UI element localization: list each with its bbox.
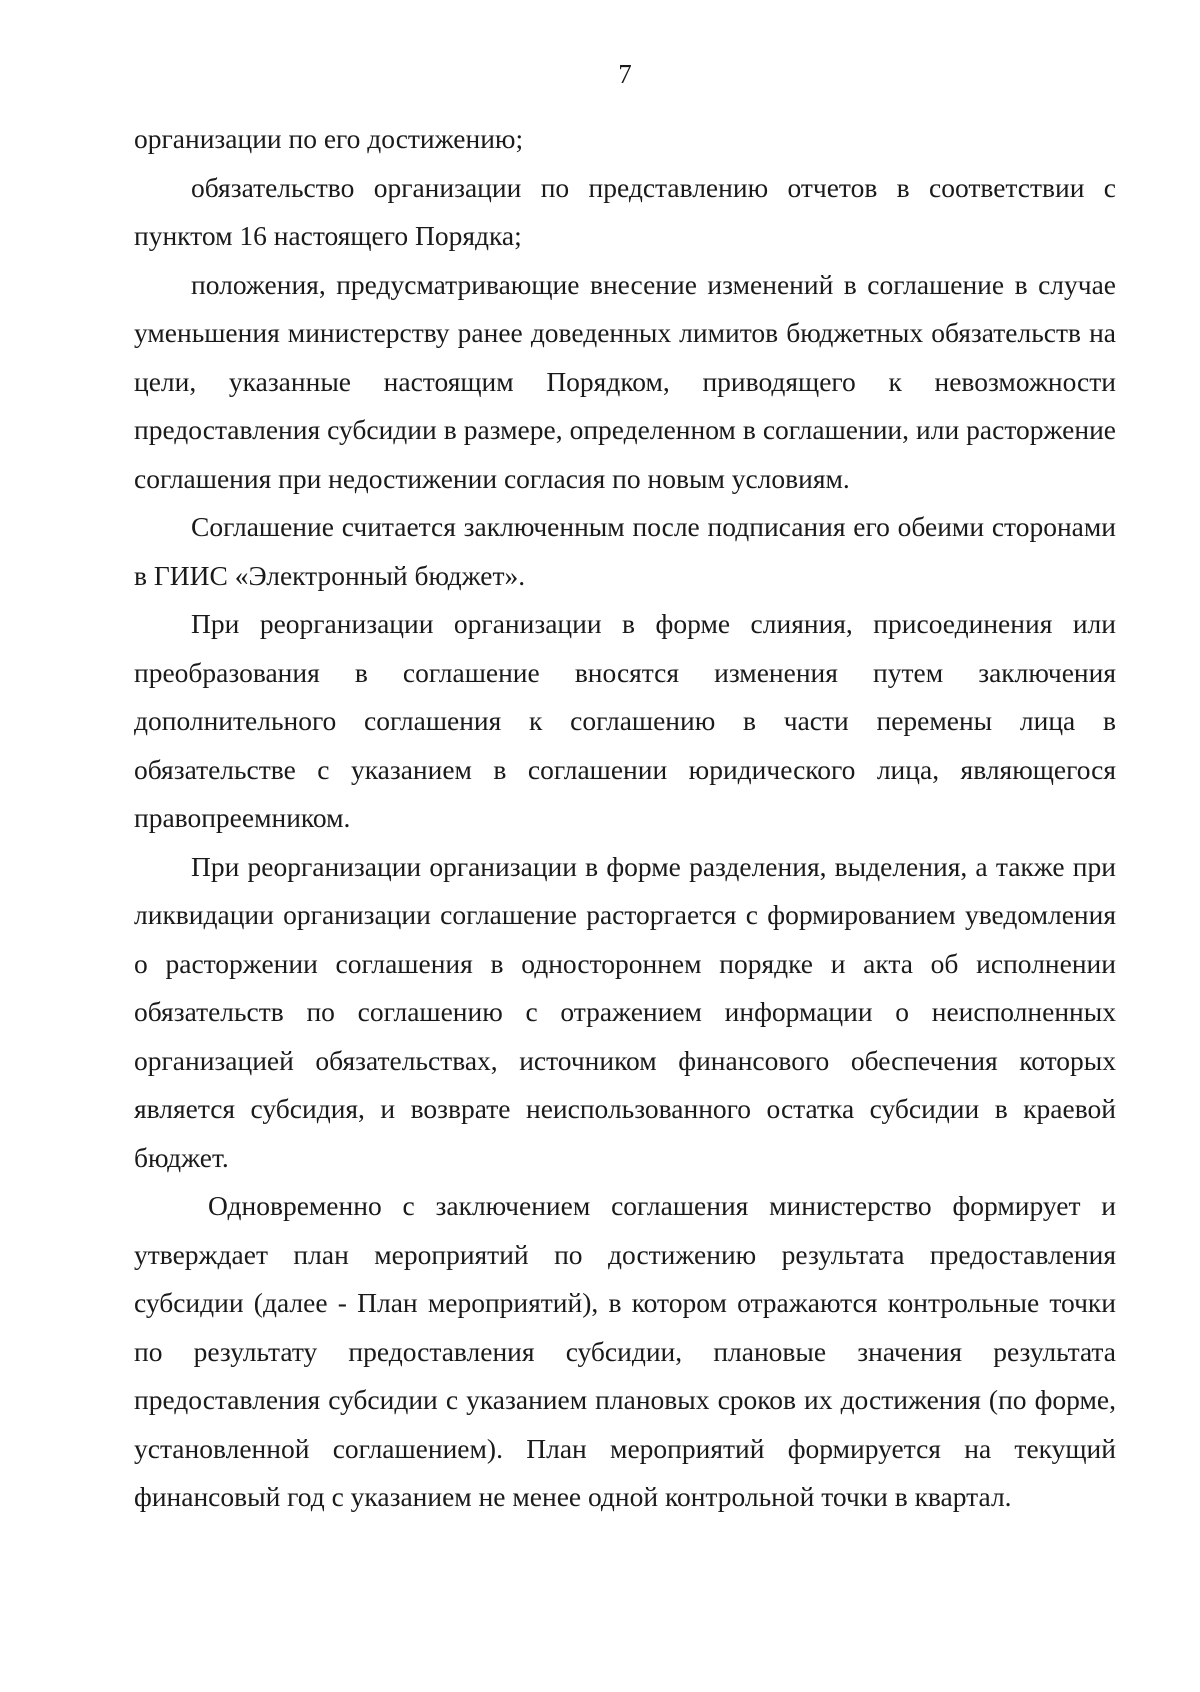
paragraph-reorganization-merger: При реорганизации организации в форме слияния, присоединения или преобразования в соглашение вносятся изменения путем заключения дополнительного соглашения к соглашению в части перемены лица в обязательстве с указанием в соглашении юридического лица, являющегося правопреемником. (134, 608, 1116, 833)
document-body (134, 115, 1116, 1522)
paragraph-continuation: организации по его достижению; (134, 123, 524, 154)
paragraph-agreement-concluded: Соглашение считается заключенным после подписания его обеими сторонами в ГИИС «Электронный бюджет». (134, 511, 1116, 591)
paragraph-reorganization-division: При реорганизации организации в форме разделения, выделения, а также при ликвидации организации соглашение расторгается с формированием уведомления о расторжении соглашения в одностороннем порядке и акта об исполнении обязательств по соглашению с отражением информации о неисполненных организацией обязательствах, источником финансового обеспечения которых является субсидия, и возврате неиспользованного остатка субсидии в краевой бюджет. (134, 850, 1116, 1173)
page-number: 7 (618, 59, 632, 89)
paragraph-amendment-provisions: положения, предусматривающие внесение изменений в соглашение в случае уменьшения министерству ранее доведенных лимитов бюджетных обязательств на цели, указанные настоящим Порядком, приводящего к невозможности предоставления субсидии в размере, определенном в соглашении, или расторжение соглашения при недостижении согласия по новым условиям. (134, 268, 1116, 494)
paragraph-report-obligation: обязательство организации по представлению отчетов в соответствии с пунктом 16 настоящего Порядка; (134, 171, 1116, 251)
paragraph-action-plan: Одновременно с заключением соглашения министерство формирует и утверждает план мероприятий по достижению результата предоставления субсидии (далее - План мероприятий), в котором отражаются контрольные точки по результату предоставления субсидии, плановые значения результата предоставления субсидии с указанием плановых сроков их достижения (по форме, установленной соглашением). План мероприятий формируется на текущий финансовый год с указанием не менее одной контрольной точки в квартал. (134, 1190, 1116, 1512)
